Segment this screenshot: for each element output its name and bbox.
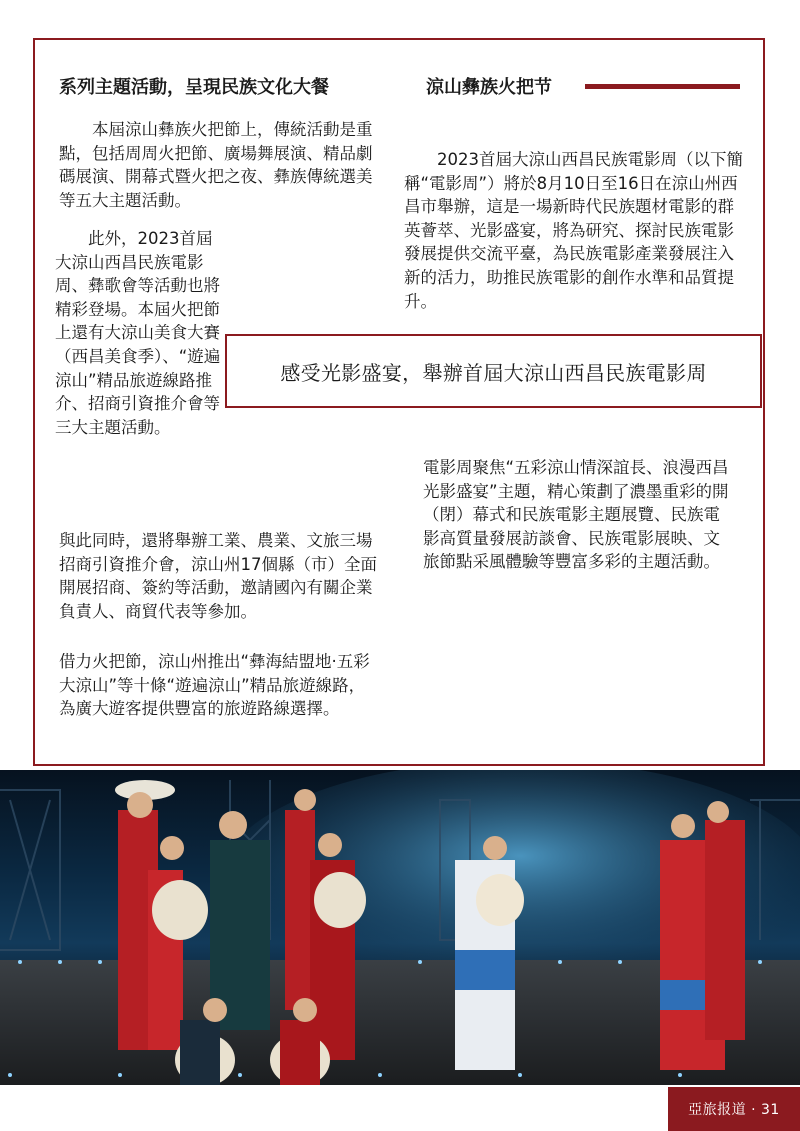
left-para-2: 此外，2023首屆大涼山西昌民族電影周、彝歌會等活動也將精彩登場。本屆火把節上還有大涼山美食大賽（西昌美食季）、“遊遍涼山”精品旅遊線路推介、招商引資推介會等三大主題活動。 xyxy=(55,229,221,437)
left-para-4: 借力火把節，涼山州推出“彝海結盟地·五彩大涼山”等十條“遊遍涼山”精品旅遊線路，為廣大遊客提供豐富的旅遊路線選擇。 xyxy=(59,652,370,719)
right-para-2: 電影周聚焦“五彩涼山情深誼長、浪漫西昌光影盛宴”主題，精心策劃了濃墨重彩的開（閉）幕式和民族電影主題展覽、民族電影高質量發展訪談會、民族電影展映、文旅節點采風體驗等豐富多彩的主題活動。 xyxy=(423,458,729,572)
left-heading: 系列主題活動，呈現民族文化大餐 xyxy=(59,77,329,98)
callout-box xyxy=(225,334,762,408)
performance-photo xyxy=(0,770,800,1085)
callout-title: 感受光影盛宴，舉辦首屆大涼山西昌民族電影周 xyxy=(280,360,707,385)
left-para-1: 本屆涼山彝族火把節上，傳統活動是重點，包括周周火把節、廣場舞展演、精品劇碼展演、開幕式暨火把之夜、彝族傳統選美等五大主題活動。 xyxy=(59,120,373,210)
heading-accent-bar xyxy=(585,84,740,89)
right-heading: 涼山彝族火把节 xyxy=(426,77,552,98)
left-para-3: 與此同時，還將舉辦工業、農業、文旅三場招商引資推介會，涼山州17個縣（市）全面開展招商、簽約等活動，邀請國內有關企業負責人、商貿代表等參加。 xyxy=(59,531,377,621)
right-para-1: 2023首屆大涼山西昌民族電影周（以下簡稱“電影周”）將於8月10日至16日在涼山州西昌市舉辦，這是一場新時代民族題材電影的群英薈萃、光影盛宴，將為研究、探討民族電影發展提供交流平臺，為民族電影產業發展注入新的活力，助推民族電影的創作水準和品質提升。 xyxy=(404,150,743,311)
page-footer: 亞旅报道 · 31 xyxy=(668,1087,800,1131)
